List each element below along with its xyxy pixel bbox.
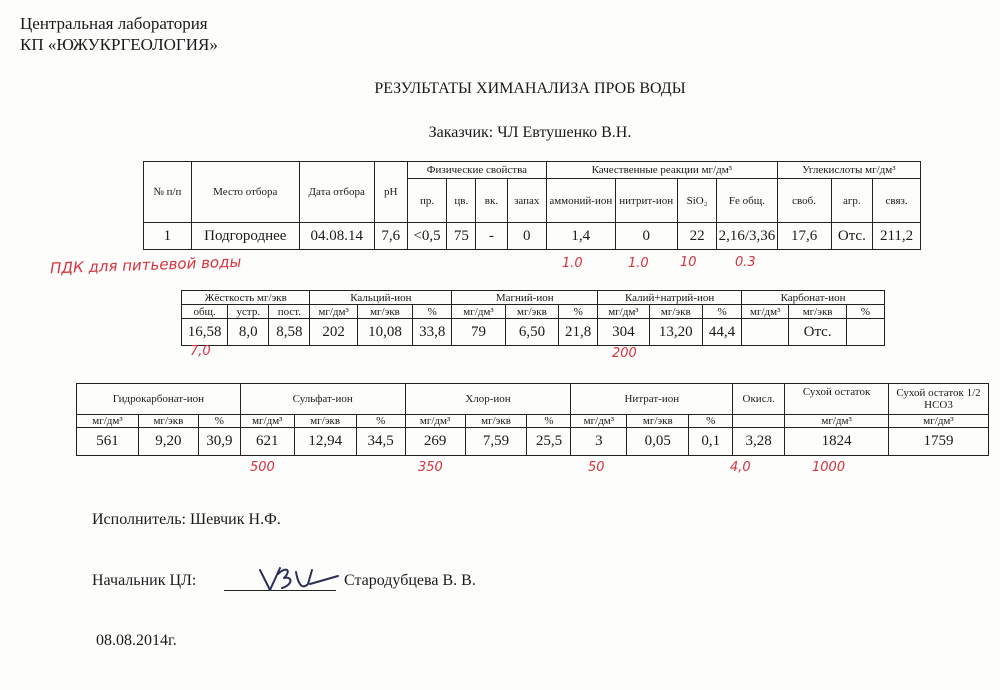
cell: Отс. bbox=[831, 223, 873, 250]
cell: 25,5 bbox=[527, 428, 571, 456]
col-date: Дата отбора bbox=[299, 162, 374, 223]
cell: 304 bbox=[598, 319, 649, 346]
cell: 269 bbox=[405, 428, 465, 456]
col-unit-mgdm3: мг/дм³ bbox=[598, 305, 649, 319]
col-unit-mgdm3: мг/дм³ bbox=[452, 305, 505, 319]
cell: - bbox=[476, 223, 507, 250]
table-row bbox=[77, 428, 989, 456]
col-unit-mgdm3: мг/дм³ bbox=[240, 415, 294, 428]
table-hardness-cations bbox=[181, 290, 885, 346]
handwritten-pdk-nitrite: 1.0 bbox=[628, 256, 649, 271]
cell: 33,8 bbox=[413, 319, 452, 346]
col-smell: запах bbox=[507, 179, 546, 223]
col-unit-mgekv: мг/экв bbox=[465, 415, 527, 428]
cell: 1824 bbox=[785, 428, 889, 456]
chief-label: Начальник ЦЛ: bbox=[92, 572, 197, 589]
handwritten-pdk-oxidizability: 4,0 bbox=[730, 460, 751, 475]
handwritten-pdk-note: ПДК для питьевой воды bbox=[49, 252, 242, 278]
cell: 1,4 bbox=[547, 223, 616, 250]
cell: 13,20 bbox=[649, 319, 702, 346]
cell: 79 bbox=[452, 319, 505, 346]
col-unit-percent: % bbox=[846, 305, 884, 319]
cell: 6,50 bbox=[505, 319, 558, 346]
document-title: РЕЗУЛЬТАТЫ ХИМАНАЛИЗА ПРОБ ВОДЫ bbox=[374, 80, 686, 97]
col-bound-co2: связ. bbox=[873, 179, 921, 223]
org-name: Центральная лаборатория bbox=[20, 14, 208, 33]
group-physical: Физические свойства bbox=[407, 162, 546, 179]
cell: 7,6 bbox=[374, 223, 407, 250]
cell: 8,58 bbox=[269, 319, 310, 346]
table-row bbox=[144, 223, 921, 250]
col-oxidizability: Окисл. bbox=[733, 384, 785, 415]
col-unit-mgekv: мг/экв bbox=[789, 305, 847, 319]
cell: 30,9 bbox=[198, 428, 240, 456]
handwritten-pdk-nitrate: 50 bbox=[588, 460, 605, 475]
group-chloride: Хлор-ион bbox=[405, 384, 571, 415]
col-unit-mgdm3: мг/дм³ bbox=[310, 305, 357, 319]
col-hard-permanent: пост. bbox=[269, 305, 310, 319]
cell: 34,5 bbox=[356, 428, 405, 456]
col-unit-mgekv: мг/экв bbox=[505, 305, 558, 319]
executor-line: Исполнитель: Шевчик Н.Ф. bbox=[92, 511, 281, 528]
col-dry-residue: Сухой остаток bbox=[785, 384, 889, 415]
chief-name: Стародубцева В. В. bbox=[344, 572, 476, 589]
col-dry-residue-half-hco3: Сухой остаток 1/2 НСО3 bbox=[889, 384, 989, 415]
group-bicarbonate: Гидрокарбонат-ион bbox=[77, 384, 241, 415]
cell: 3 bbox=[571, 428, 627, 456]
col-num: № п/п bbox=[144, 162, 192, 223]
col-unit-mgekv: мг/экв bbox=[357, 305, 413, 319]
col-unit-empty bbox=[733, 415, 785, 428]
cell: <0,5 bbox=[407, 223, 446, 250]
handwritten-pdk-dry-residue: 1000 bbox=[812, 460, 846, 475]
col-unit-percent: % bbox=[198, 415, 240, 428]
col-unit-mgdm3: мг/дм³ bbox=[742, 305, 789, 319]
signature-image bbox=[252, 560, 342, 596]
col-unit-mgdm3: мг/дм³ bbox=[571, 415, 627, 428]
handwritten-pdk-sulfate: 500 bbox=[250, 460, 275, 475]
col-unit-mgekv: мг/экв bbox=[627, 415, 689, 428]
cell bbox=[742, 319, 789, 346]
handwritten-pdk-chloride: 350 bbox=[418, 460, 443, 475]
cell: 0,1 bbox=[689, 428, 733, 456]
cell: 0 bbox=[507, 223, 546, 250]
col-place: Место отбора bbox=[191, 162, 299, 223]
group-potassium-sodium: Калий+натрий-ион bbox=[598, 291, 742, 305]
cell: 22 bbox=[677, 223, 716, 250]
cell: 1759 bbox=[889, 428, 989, 456]
col-unit-percent: % bbox=[689, 415, 733, 428]
col-taste: вк. bbox=[476, 179, 507, 223]
cell: 0 bbox=[615, 223, 677, 250]
cell: 9,20 bbox=[138, 428, 198, 456]
col-unit-mgekv: мг/экв bbox=[138, 415, 198, 428]
group-calcium: Кальций-ион bbox=[310, 291, 452, 305]
col-free-co2: своб. bbox=[777, 179, 831, 223]
group-carbonate: Карбонат-ион bbox=[742, 291, 885, 305]
cell: 16,58 bbox=[182, 319, 228, 346]
document-date: 08.08.2014г. bbox=[96, 632, 177, 649]
handwritten-pdk-fe: 0.3 bbox=[735, 255, 756, 270]
handwritten-pdk-hardness: 7,0 bbox=[190, 344, 211, 359]
col-hard-removable: устр. bbox=[228, 305, 269, 319]
col-unit-percent: % bbox=[559, 305, 598, 319]
col-unit-mgekv: мг/экв bbox=[294, 415, 356, 428]
col-hard-total: общ. bbox=[182, 305, 228, 319]
group-nitrate: Нитрат-ион bbox=[571, 384, 733, 415]
cell: 21,8 bbox=[559, 319, 598, 346]
cell: 8,0 bbox=[228, 319, 269, 346]
group-qualitative: Качественные реакции мг/дм³ bbox=[547, 162, 778, 179]
table-anions bbox=[76, 383, 989, 456]
cell: 12,94 bbox=[294, 428, 356, 456]
cell: 04.08.14 bbox=[299, 223, 374, 250]
cell: 621 bbox=[240, 428, 294, 456]
org-company: КП «ЮЖУКРГЕОЛОГИЯ» bbox=[20, 35, 218, 54]
cell: 7,59 bbox=[465, 428, 527, 456]
col-ph: pH bbox=[374, 162, 407, 223]
col-unit-mgdm3: мг/дм³ bbox=[77, 415, 139, 428]
group-hardness: Жёсткость мг/экв bbox=[182, 291, 310, 305]
cell: Отс. bbox=[789, 319, 847, 346]
customer-line: Заказчик: ЧЛ Евтушенко В.Н. bbox=[428, 124, 632, 141]
cell: 10,08 bbox=[357, 319, 413, 346]
handwritten-pdk-ammonium: 1.0 bbox=[562, 256, 583, 271]
cell: 202 bbox=[310, 319, 357, 346]
cell: 1 bbox=[144, 223, 192, 250]
cell bbox=[846, 319, 884, 346]
col-color: цв. bbox=[447, 179, 476, 223]
cell: 44,4 bbox=[703, 319, 742, 346]
cell: 17,6 bbox=[777, 223, 831, 250]
col-sio2: SiO₂ bbox=[677, 179, 716, 223]
col-unit-percent: % bbox=[527, 415, 571, 428]
table-main-properties bbox=[143, 161, 921, 250]
handwritten-pdk-sio2: 10 bbox=[680, 255, 697, 270]
col-nitrite: нитрит-ион bbox=[615, 179, 677, 223]
col-unit-percent: % bbox=[356, 415, 405, 428]
cell: 2,16/3,36 bbox=[717, 223, 777, 250]
group-magnesium: Магний-ион bbox=[452, 291, 598, 305]
group-sulfate: Сульфат-ион bbox=[240, 384, 405, 415]
col-unit-percent: % bbox=[703, 305, 742, 319]
col-unit-mgdm3: мг/дм³ bbox=[889, 415, 989, 428]
cell: 0,05 bbox=[627, 428, 689, 456]
col-unit-mgdm3: мг/дм³ bbox=[405, 415, 465, 428]
table-row bbox=[182, 319, 885, 346]
group-carbonic: Углекислоты мг/дм³ bbox=[777, 162, 920, 179]
col-unit-mgekv: мг/экв bbox=[649, 305, 702, 319]
handwritten-pdk-kna: 200 bbox=[612, 346, 637, 361]
cell: 3,28 bbox=[733, 428, 785, 456]
cell: 211,2 bbox=[873, 223, 921, 250]
col-transparency: пр. bbox=[407, 179, 446, 223]
cell: Подгороднее bbox=[191, 223, 299, 250]
col-unit-mgdm3: мг/дм³ bbox=[785, 415, 889, 428]
col-ammonium: аммоний-ион bbox=[547, 179, 616, 223]
cell: 75 bbox=[447, 223, 476, 250]
col-aggressive-co2: агр. bbox=[831, 179, 873, 223]
col-fe: Fe общ. bbox=[717, 179, 777, 223]
col-unit-percent: % bbox=[413, 305, 452, 319]
cell: 561 bbox=[77, 428, 139, 456]
